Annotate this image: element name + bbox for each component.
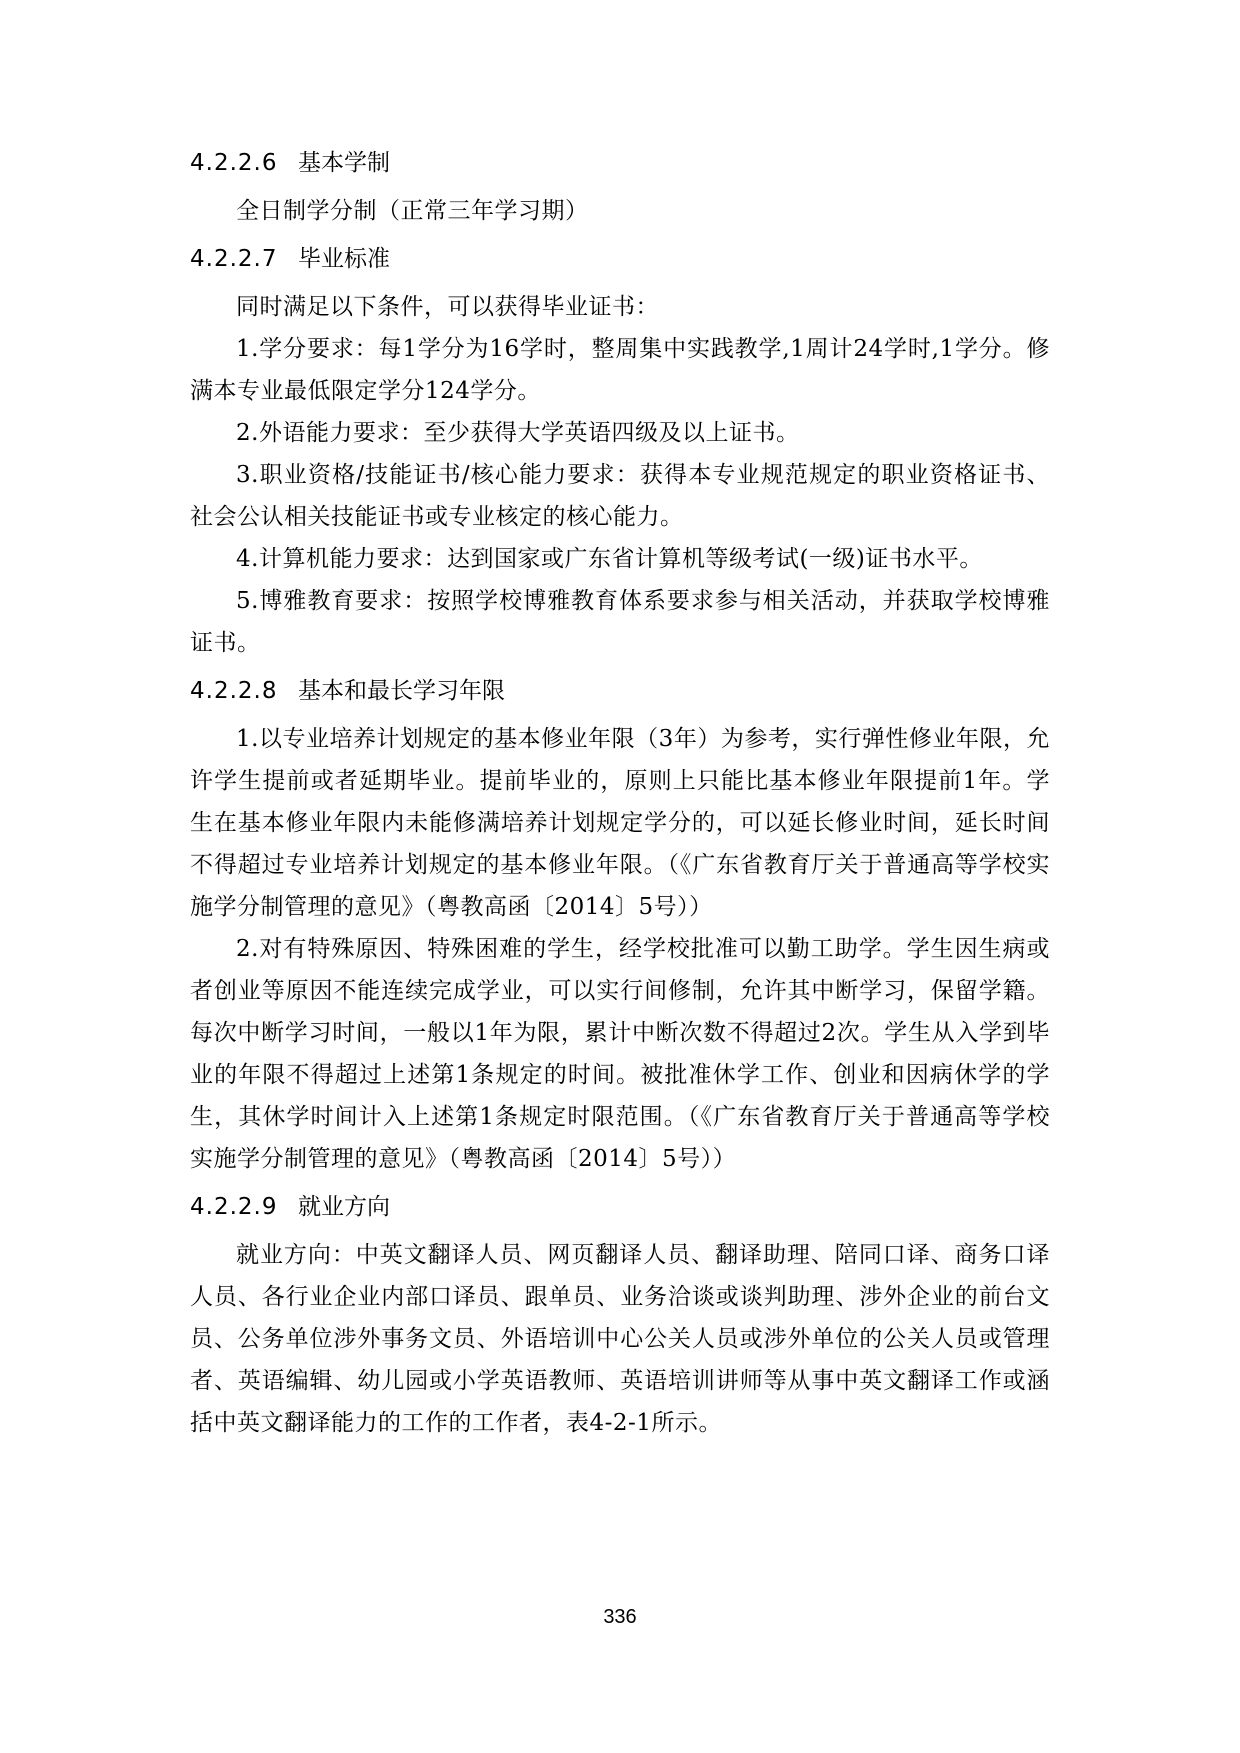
paragraph: 5.博雅教育要求：按照学校博雅教育体系要求参与相关活动，并获取学校博雅证书。 (190, 588, 1050, 656)
paragraph: 就业方向：中英文翻译人员、网页翻译人员、翻译助理、陪同口译、商务口译人员、各行业企业内部口译员、跟单员、业务洽谈或谈判助理、涉外企业的前台文员、公务单位涉外事务文员、外语培训中心公关人员或涉外单位的公关人员或管理者、英语编辑、幼儿园或小学英语教师、英语培训讲师等从事中英文翻译工作或涵括中英文翻译能力的工作的工作者，表4-2-1所示。 (190, 1242, 1050, 1436)
section-title: 基本和最长学习年限 (298, 678, 505, 704)
document-page (190, 140, 1050, 1444)
section-number: 4.2.2.9 (190, 1194, 278, 1220)
page-number: 336 (603, 1606, 637, 1628)
section-heading (190, 1184, 1050, 1230)
section-title: 毕业标准 (298, 246, 390, 272)
section-title: 就业方向 (298, 1194, 390, 1220)
paragraph: 1.学分要求：每1学分为16学时，整周集中实践教学,1周计24学时,1学分。修满本专业最低限定学分124学分。 (190, 336, 1050, 404)
paragraph: 2.对有特殊原因、特殊困难的学生，经学校批准可以勤工助学。学生因生病或者创业等原因不能连续完成学业，可以实行间修制，允许其中断学习，保留学籍。每次中断学习时间，一般以1年为限，累计中断次数不得超过2次。学生从入学到毕业的年限不得超过上述第1条规定的时间。被批准休学工作、创业和因病休学的学生，其休学时间计入上述第1条规定时限范围。（《广东省教育厅关于普通高等学校实施学分制管理的意见》（粤教高函〔2014〕5号）） (190, 936, 1050, 1172)
section-number: 4.2.2.8 (190, 678, 278, 704)
section-heading (190, 236, 1050, 282)
paragraph: 同时满足以下条件，可以获得毕业证书： (236, 294, 659, 320)
section-title: 基本学制 (298, 150, 390, 176)
paragraph: 3.职业资格/技能证书/核心能力要求：获得本专业规范规定的职业资格证书、社会公认相关技能证书或专业核定的核心能力。 (190, 462, 1050, 530)
paragraph: 2.外语能力要求：至少获得大学英语四级及以上证书。 (236, 420, 800, 446)
section-number: 4.2.2.6 (190, 150, 278, 176)
section-heading (190, 668, 1050, 714)
section-number: 4.2.2.7 (190, 246, 278, 272)
paragraph: 全日制学分制（正常三年学习期） (236, 198, 589, 224)
section-heading (190, 140, 1050, 186)
paragraph: 4.计算机能力要求：达到国家或广东省计算机等级考试(一级)证书水平。 (236, 546, 983, 572)
paragraph: 1.以专业培养计划规定的基本修业年限（3年）为参考，实行弹性修业年限，允许学生提前或者延期毕业。提前毕业的，原则上只能比基本修业年限提前1年。学生在基本修业年限内未能修满培养计划规定学分的，可以延长修业时间，延长时间不得超过专业培养计划规定的基本修业年限。（《广东省教育厅关于普通高等学校实施学分制管理的意见》（粤教高函〔2014〕5号）） (190, 726, 1050, 920)
